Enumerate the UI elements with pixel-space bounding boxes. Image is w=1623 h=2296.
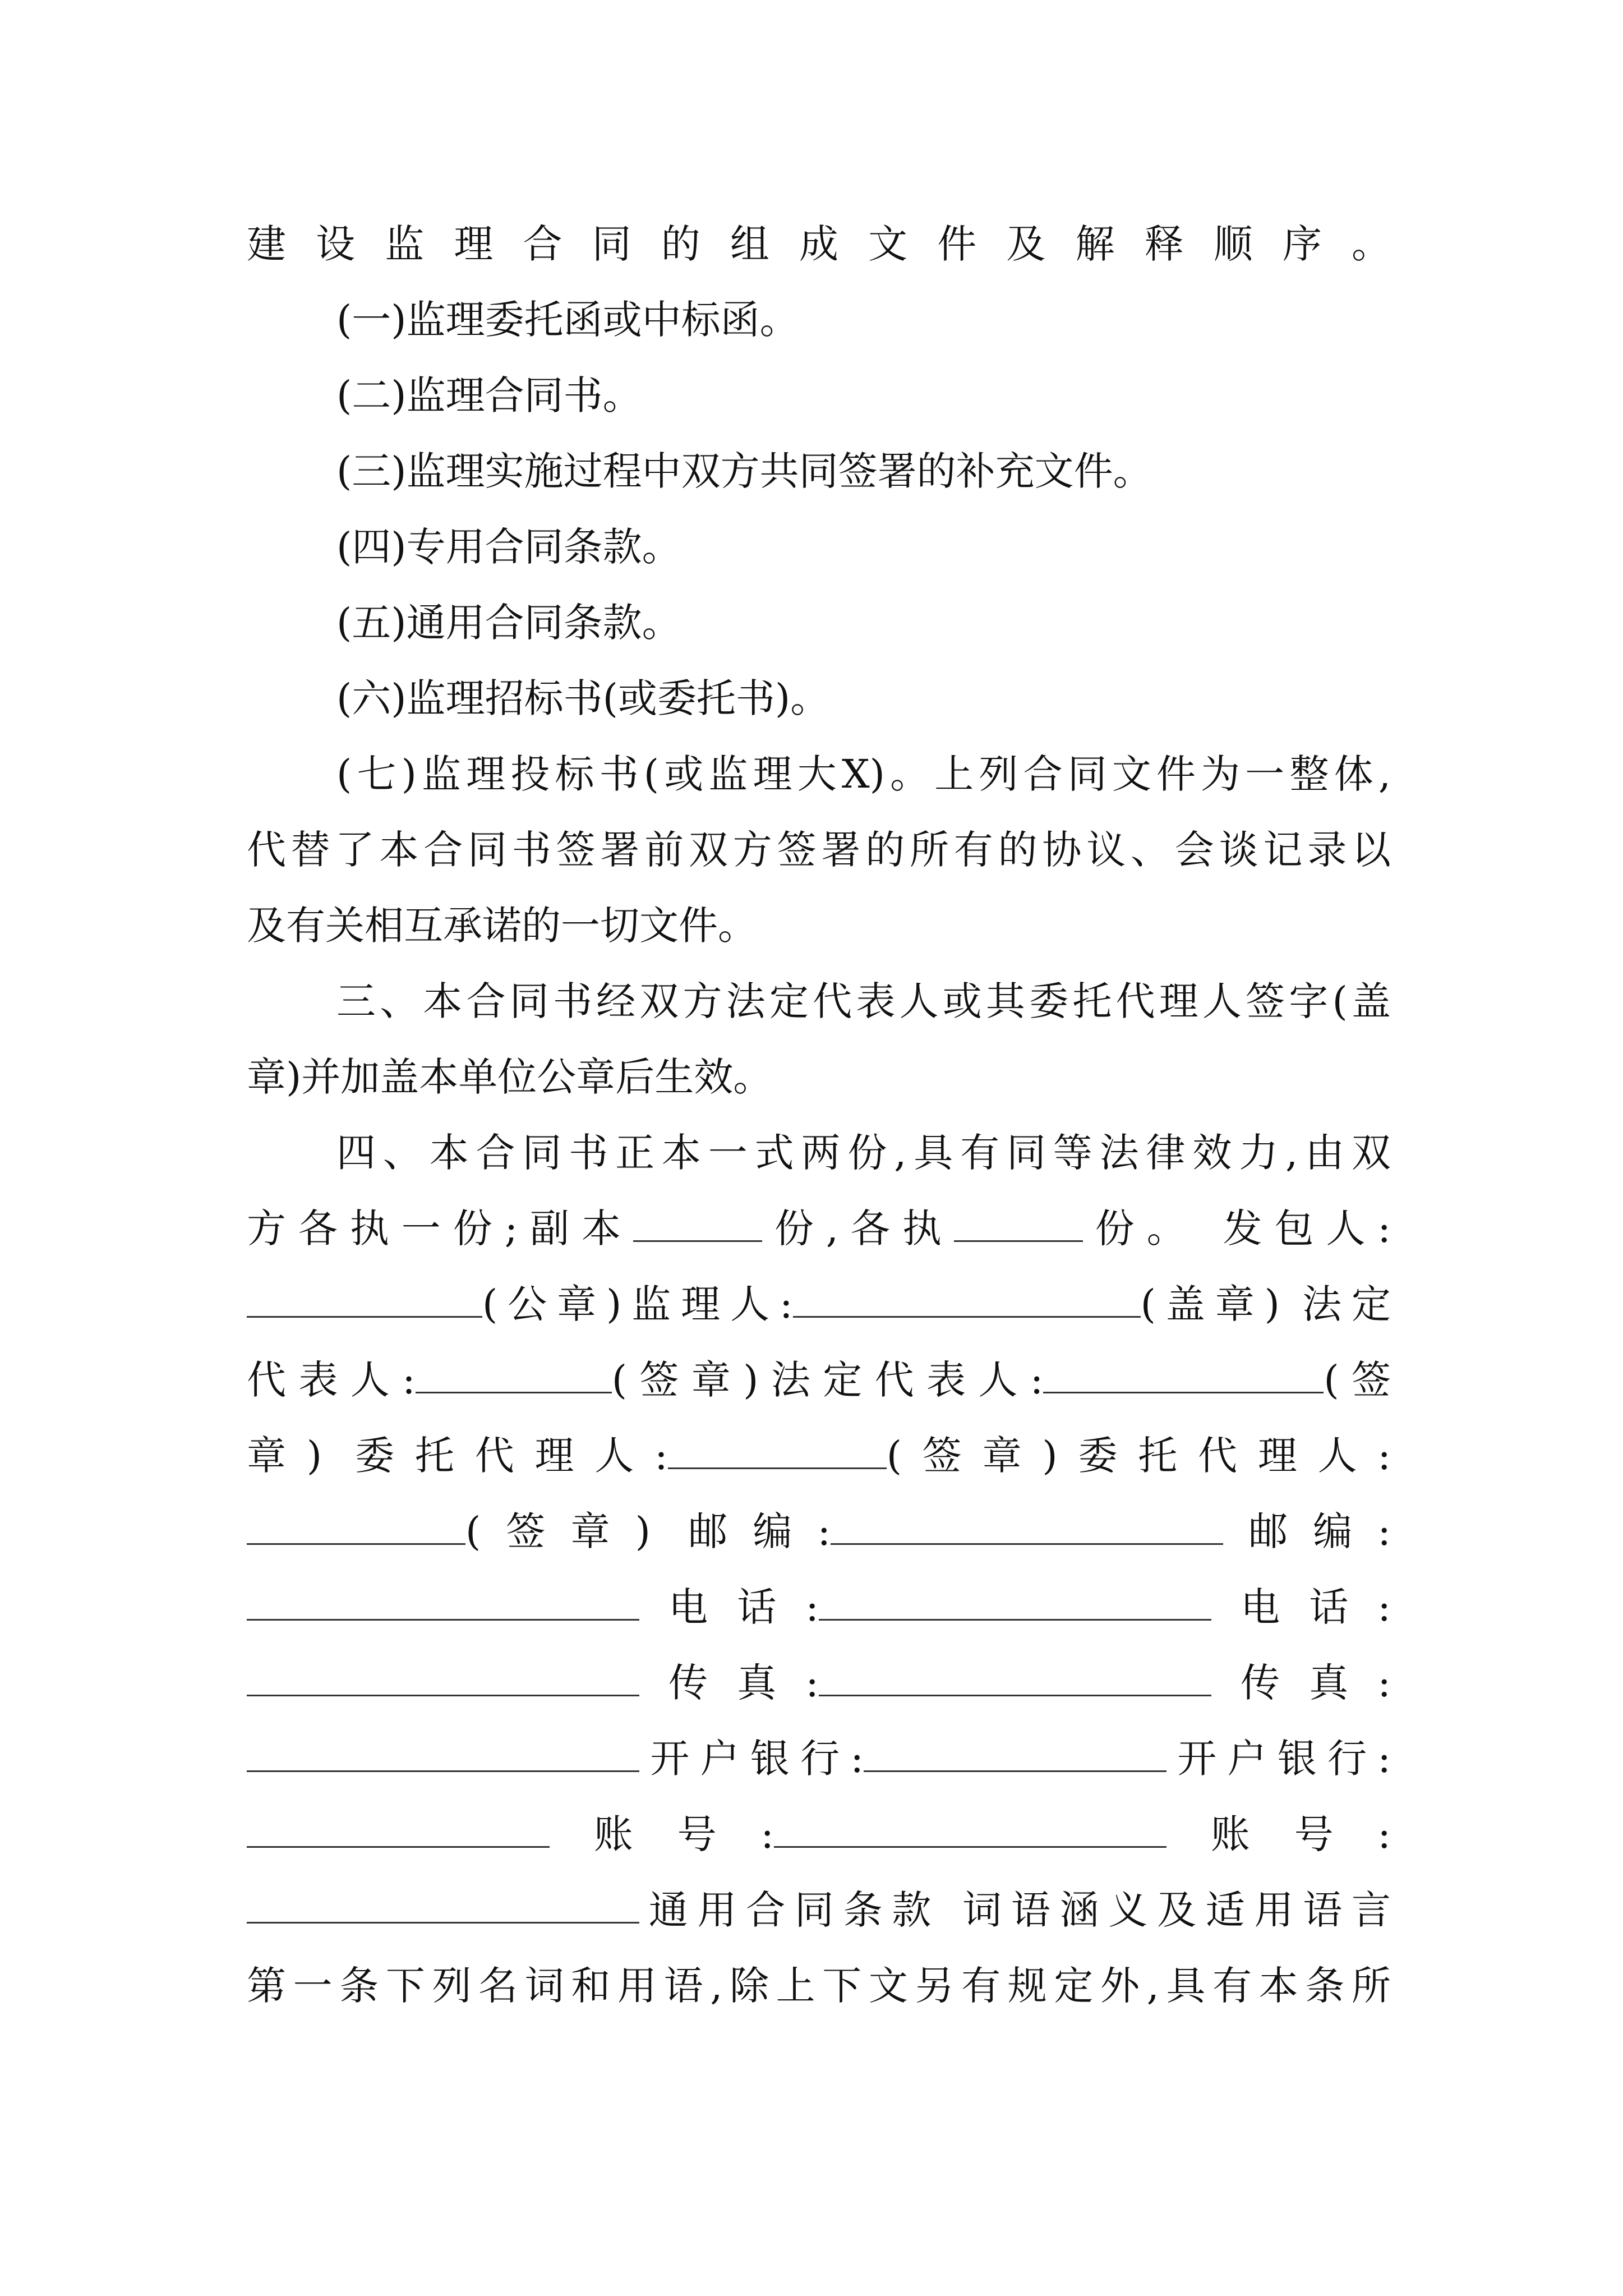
form-label: 传真: [1211,1660,1391,1706]
form-label: 邮编: [1223,1508,1391,1554]
list-item: (四)专用合同条款。 [336,524,681,570]
legal-rep-blank [1043,1357,1324,1393]
form-label: 传真: [639,1660,819,1706]
postcode-blank [247,1584,639,1621]
paragraph-line: 四、本合同书正本一式两份,具有同等法律效力,由双 [336,1130,1391,1176]
postcode-blank [831,1508,1223,1545]
form-label: (签章) 邮编: [465,1508,831,1554]
copies-blank [633,1205,762,1242]
form-line [247,1573,1391,1641]
form-label: (签 [1324,1357,1391,1403]
form-label: (盖章) 法定 [1140,1281,1391,1327]
form-label: 份,各执 [762,1205,954,1251]
employer-blank [247,1281,482,1318]
list-item: (一)监理委托函或中标函。 [336,297,799,343]
agent-blank [247,1508,465,1545]
legal-rep-blank [416,1357,612,1393]
paragraph-line: 第一条下列名词和用语,除上下文另有规定外,具有本条所 [247,1963,1391,2009]
list-item: (五)通用合同条款。 [336,600,681,646]
account-blank [247,1887,639,1924]
list-item: (二)监理合同书。 [336,372,642,418]
list-item: (七)监理投标书(或监理大X)。上列合同文件为一整体, [336,751,1391,797]
section-heading: 通用合同条款 词语涵义及适用语言 [639,1887,1391,1933]
phone-blank [247,1660,639,1696]
form-line [247,1346,1391,1414]
form-label: 账号: [550,1811,774,1857]
form-line [247,1725,1391,1792]
supervisor-blank [793,1281,1141,1318]
form-line [247,1801,1391,1868]
form-label: 章) 委托代理人: [247,1433,668,1479]
form-label: (公章)监理人: [482,1281,793,1327]
list-item: (六)监理招标书(或委托书)。 [336,675,830,721]
fax-blank [247,1736,639,1772]
form-line [247,1422,1391,1489]
form-line [247,1876,1391,1944]
paragraph-line: 建设监理合同的组成文件及解释顺序。 [247,221,1391,267]
form-label: 开户银行: [639,1736,864,1782]
form-label: 代表人: [247,1357,416,1403]
form-line [247,1649,1391,1717]
form-line [247,1498,1391,1565]
each-copies-blank [954,1205,1083,1242]
form-line [247,1271,1391,1338]
paragraph-line: 三、本合同书经双方法定代表人或其委托代理人签字(盖 [336,978,1391,1024]
paragraph-line: 代替了本合同书签署前双方签署的所有的协议、会谈记录以 [247,827,1391,873]
paragraph-line: 及有关相互承诺的一切文件。 [247,903,757,949]
fax-blank [819,1660,1211,1696]
form-label: 份。 发包人: [1082,1205,1391,1251]
form-label: 开户银行: [1166,1736,1391,1782]
form-label: 账号: [1166,1811,1391,1857]
bank-blank [864,1736,1166,1772]
form-line [247,1195,1391,1262]
form-label: 方各执一份;副本 [247,1205,633,1251]
bank-blank [247,1811,550,1848]
phone-blank [819,1584,1211,1621]
form-label: 电话: [1211,1584,1391,1630]
account-blank [774,1811,1166,1848]
form-label: (签章)法定代表人: [611,1357,1044,1403]
form-label: (签章)委托代理人: [886,1433,1391,1479]
paragraph-line: 章)并加盖本单位公章后生效。 [247,1054,773,1100]
list-item: (三)监理实施过程中双方共同签署的补充文件。 [336,448,1152,494]
agent-blank [668,1433,887,1469]
form-label: 电话: [639,1584,819,1630]
